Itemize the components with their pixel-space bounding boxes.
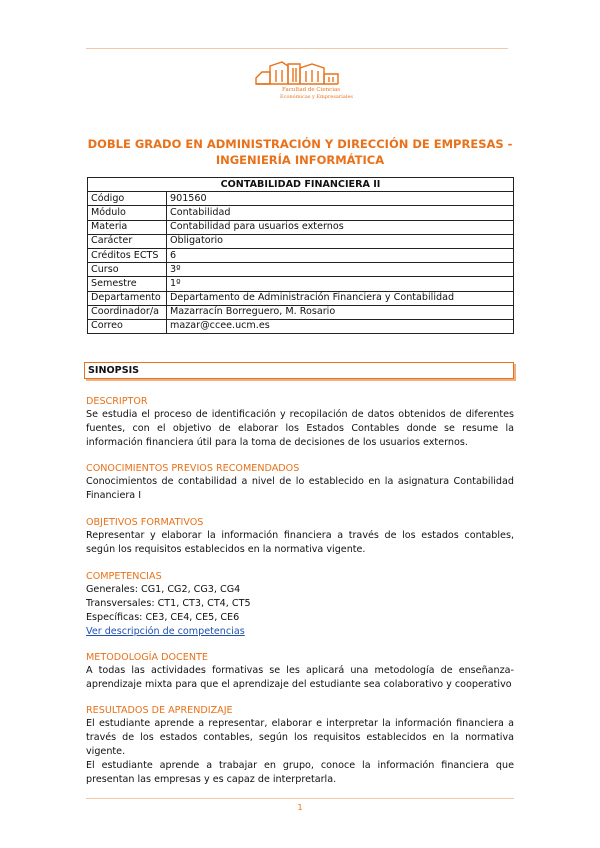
- course-info-table: [87, 177, 514, 334]
- row-key: Departamento: [88, 291, 167, 305]
- row-key: Código: [88, 192, 167, 206]
- faculty-building-logo-icon: [252, 58, 352, 110]
- objetivos-heading: OBJETIVOS FORMATIVOS: [86, 517, 204, 528]
- row-key: Créditos ECTS: [88, 248, 167, 262]
- row-key: Coordinador/a: [88, 305, 167, 319]
- resultados-paragraph-2: El estudiante aprende a trabajar en grupo, conoce la información financiera que presentan las empresas y es capaz de interpretarla.: [86, 760, 514, 785]
- row-value: 1º: [167, 277, 514, 291]
- competencias-heading: COMPETENCIAS: [86, 571, 162, 582]
- row-value: mazar@ccee.ucm.es: [167, 319, 514, 333]
- row-value: Departamento de Administración Financiera y Contabilidad: [167, 291, 514, 305]
- table-heading-row: [88, 178, 514, 192]
- course-name: CONTABILIDAD FINANCIERA II: [88, 178, 514, 192]
- row-key: Materia: [88, 220, 167, 234]
- metodologia-heading: METODOLOGÍA DOCENTE: [86, 652, 208, 663]
- table-row: [88, 319, 514, 333]
- logo-line-1: Facultad de Ciencias: [282, 87, 341, 93]
- page-number: 1: [297, 803, 303, 812]
- resultados-paragraph-1: El estudiante aprende a representar, elaborar e interpretar la información financiera a través de los estados contables, según los requisitos establecidos en la normativa vigente.: [86, 718, 514, 757]
- descriptor-text: Se estudia el proceso de identificación y recopilación de datos obtenidos de diferentes fuentes, con el objetivo de elaborar los Estados Contables donde se resume la información financiera útil para la toma de decisiones de los usuarios externos.: [86, 409, 514, 448]
- row-key: Correo: [88, 319, 167, 333]
- top-rule: [86, 48, 508, 49]
- row-value: Contabilidad para usuarios externos: [167, 220, 514, 234]
- metodologia-text: A todas las actividades formativas se les aplicará una metodología de enseñanza-aprendizaje mixta para que el aprendizaje del estudiante sea colaborativo y cooperativo: [86, 665, 514, 690]
- table-row: [88, 206, 514, 220]
- competencias-especificas: Específicas: CE3, CE4, CE5, CE6: [86, 612, 240, 623]
- table-row: [88, 234, 514, 248]
- objetivos-text: Representar y elaborar la información financiera a través de los estados contables, según los requisitos establecidos en la normativa vigente.: [86, 530, 514, 555]
- sinopsis-section-header: SINOPSIS: [84, 362, 514, 379]
- table-row: [88, 305, 514, 319]
- table-row: [88, 277, 514, 291]
- row-key: Semestre: [88, 277, 167, 291]
- competencias-list: [86, 583, 514, 639]
- competencias-generales: Generales: CG1, CG2, CG3, CG4: [86, 584, 241, 595]
- degree-title: DOBLE GRADO EN ADMINISTRACIÓN Y DIRECCIÓN DE EMPRESAS - INGENIERÍA INFORMÁTICA: [87, 137, 513, 167]
- row-key: Módulo: [88, 206, 167, 220]
- row-value: 901560: [167, 192, 514, 206]
- resultados-text: [86, 717, 514, 787]
- bottom-rule: [86, 798, 514, 799]
- row-value: Contabilidad: [167, 206, 514, 220]
- table-row: [88, 192, 514, 206]
- table-row: [88, 220, 514, 234]
- conocimientos-heading: CONOCIMIENTOS PREVIOS RECOMENDADOS: [86, 463, 300, 474]
- row-key: Carácter: [88, 234, 167, 248]
- competencias-link[interactable]: Ver descripción de competencias: [86, 626, 245, 637]
- row-value: Obligatorio: [167, 234, 514, 248]
- resultados-heading: RESULTADOS DE APRENDIZAJE: [86, 705, 233, 716]
- conocimientos-text: Conocimientos de contabilidad a nivel de lo establecido en la asignatura Contabilidad Financiera I: [86, 476, 514, 501]
- row-value: 6: [167, 248, 514, 262]
- table-row: [88, 263, 514, 277]
- row-key: Curso: [88, 263, 167, 277]
- table-row: [88, 248, 514, 262]
- table-row: [88, 291, 514, 305]
- logo-line-2: Económicas y Empresariales: [280, 94, 353, 100]
- row-value: Mazarracín Borreguero, M. Rosario: [167, 305, 514, 319]
- competencias-transversales: Transversales: CT1, CT3, CT4, CT5: [86, 598, 251, 609]
- descriptor-heading: DESCRIPTOR: [86, 396, 148, 407]
- faculty-logo: [252, 58, 352, 110]
- row-value: 3º: [167, 263, 514, 277]
